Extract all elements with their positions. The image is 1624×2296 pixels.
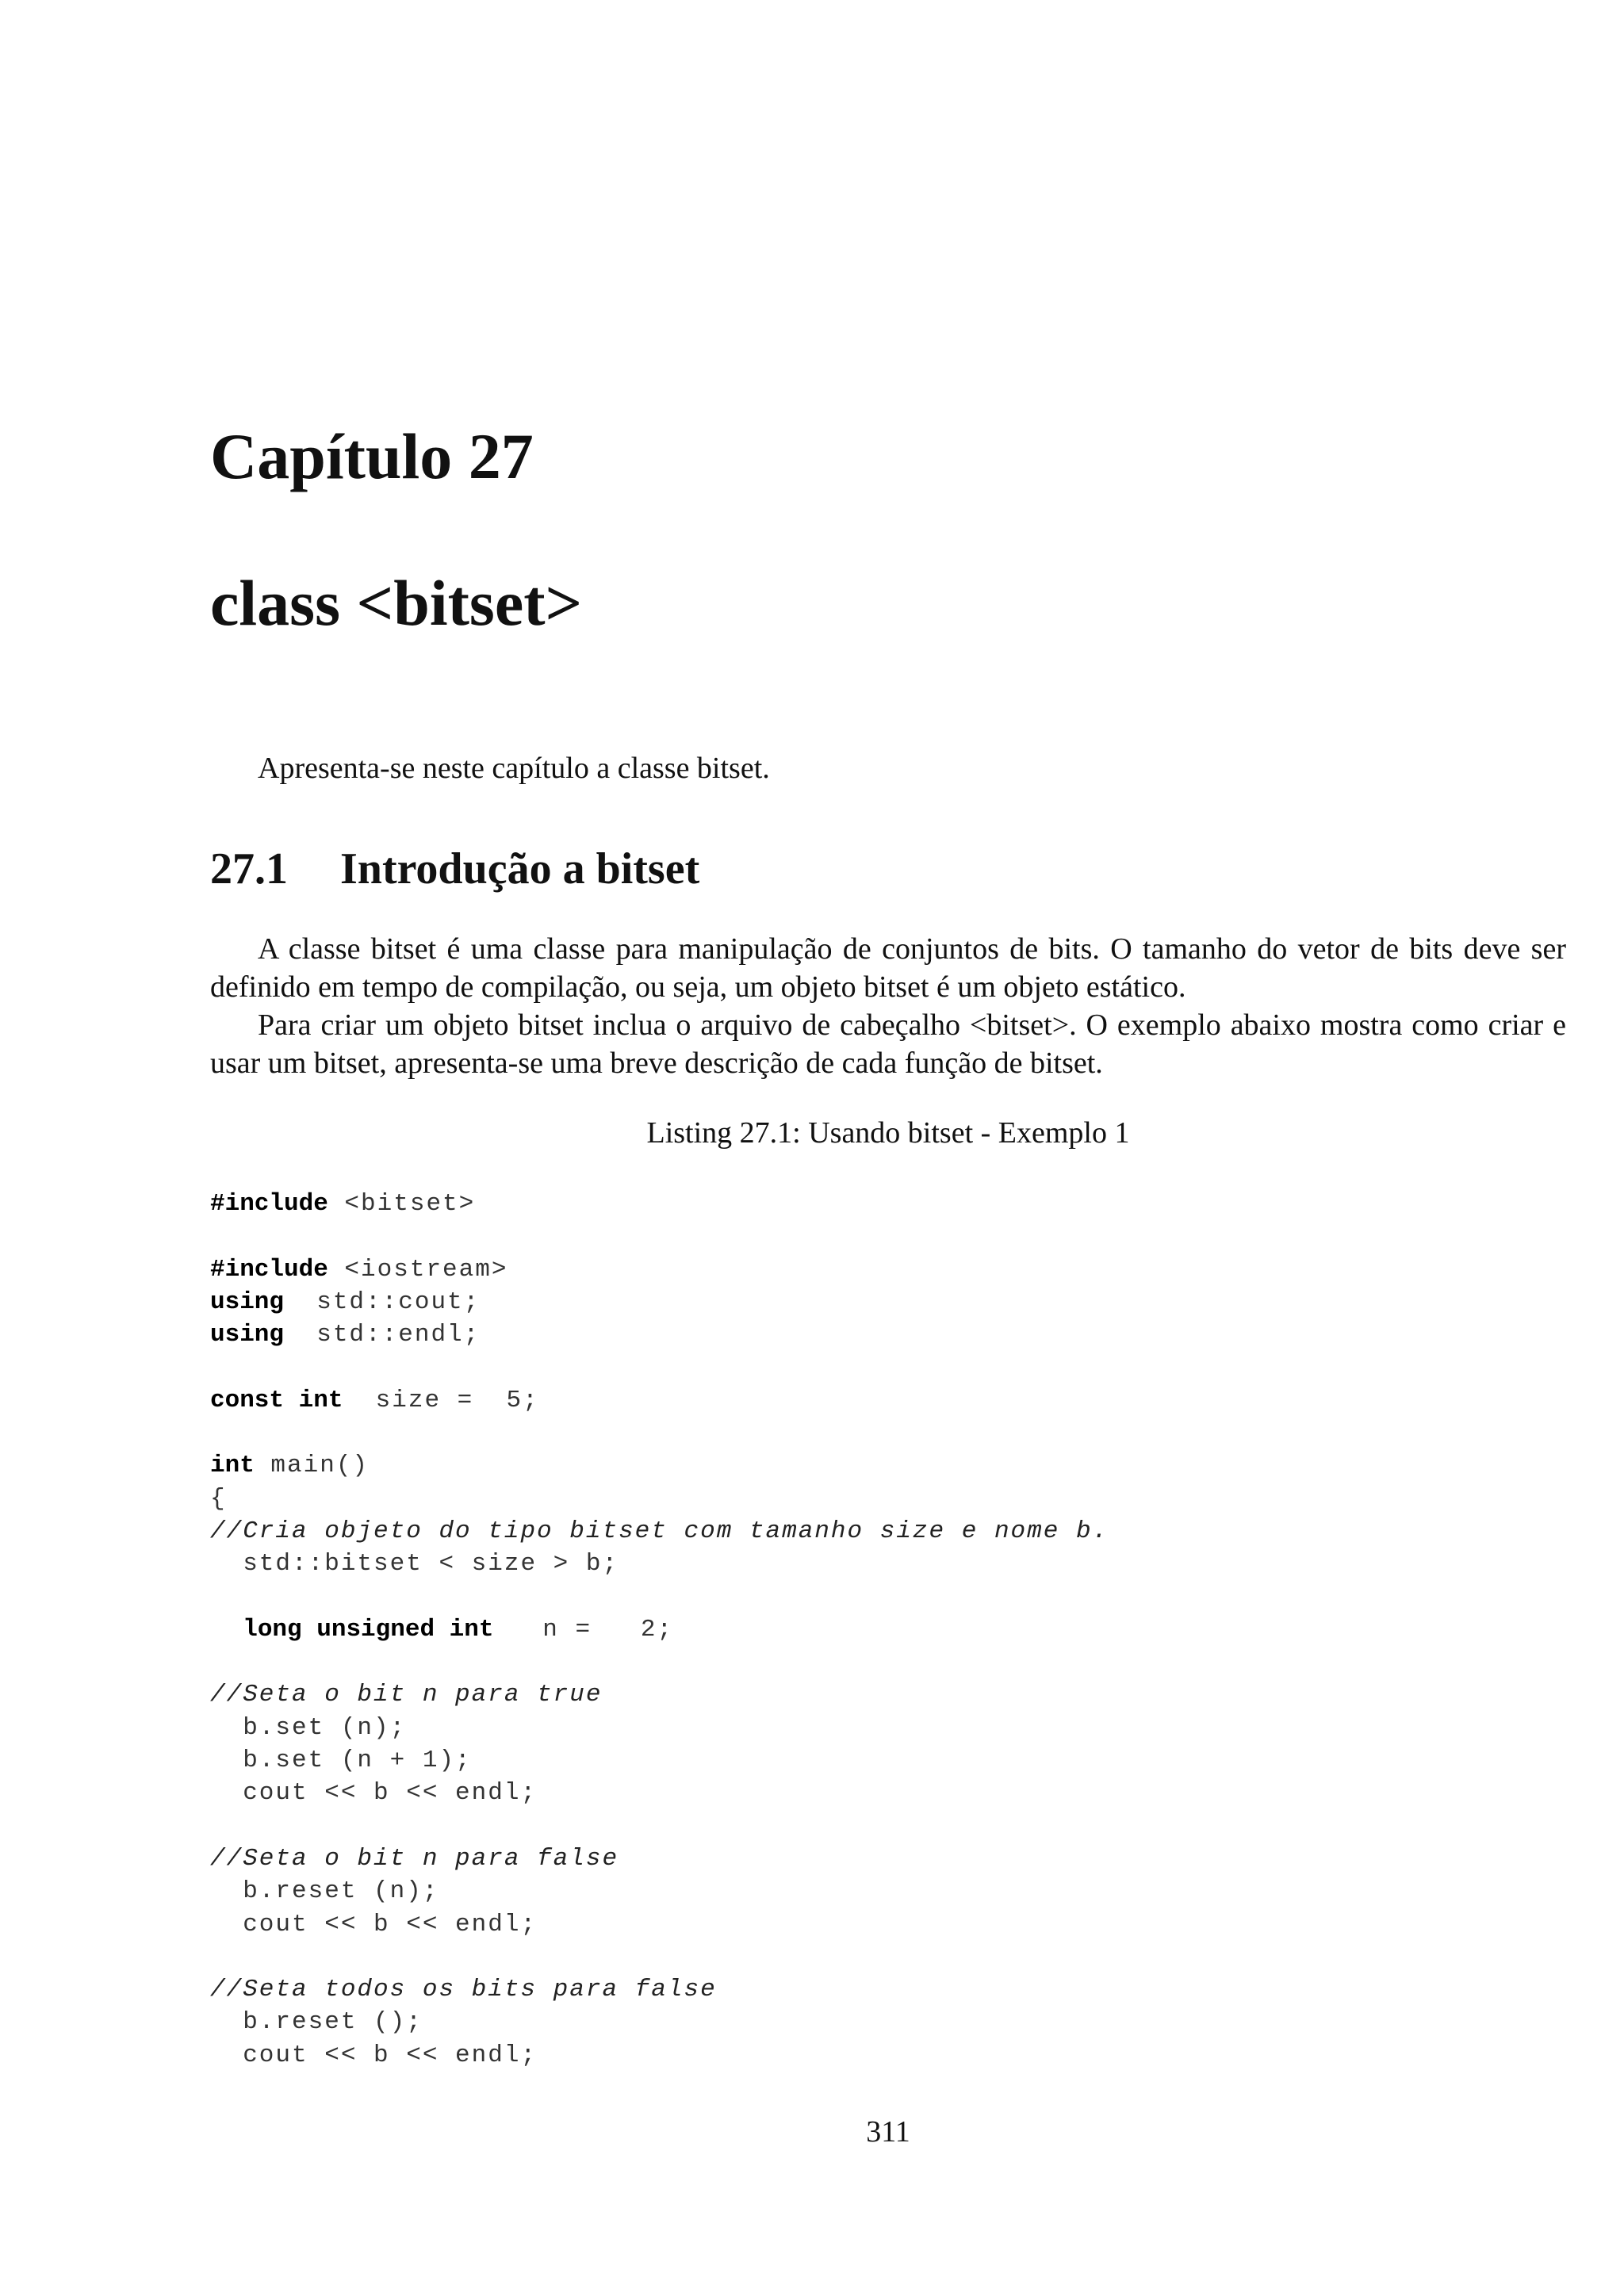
code-comment: //Seta o bit n para true	[210, 1681, 603, 1709]
code-line	[210, 1384, 1109, 1417]
code-line	[210, 1483, 1109, 1515]
code-line	[210, 1875, 1109, 1908]
code-blank-line	[210, 1581, 1109, 1613]
chapter-label: Capítulo 27	[210, 420, 534, 492]
code-keyword: const int	[210, 1386, 343, 1414]
code-listing	[210, 1188, 1109, 2072]
section-number: 27.1	[210, 844, 288, 894]
code-text: cout << b << endl;	[210, 1779, 538, 1808]
paragraph-1	[210, 930, 1566, 1006]
code-line	[210, 1515, 1109, 1548]
paragraph-2	[210, 1006, 1566, 1082]
code-keyword: #include	[210, 1255, 328, 1284]
code-line	[210, 2006, 1109, 2038]
code-keyword: using	[210, 1288, 285, 1316]
code-text: b.set (n + 1);	[210, 1747, 472, 1775]
code-text: b.reset (n);	[210, 1877, 439, 1906]
code-line	[210, 1777, 1109, 1809]
code-text: cout << b << endl;	[210, 1910, 538, 1938]
code-blank-line	[210, 1810, 1109, 1843]
code-text: size = 5;	[343, 1386, 539, 1414]
code-comment: //Seta todos os bits para false	[210, 1976, 717, 2004]
code-line	[210, 1744, 1109, 1777]
code-text: cout << b << endl;	[210, 2041, 538, 2069]
listing-caption: Listing 27.1: Usando bitset - Exemplo 1	[646, 1116, 1130, 1150]
code-line	[210, 1318, 1109, 1351]
chapter-title: class <bitset>	[210, 567, 583, 639]
code-keyword: #include	[210, 1190, 328, 1218]
code-text: std::bitset < size > b;	[210, 1550, 619, 1578]
paragraph-text: Para criar um objeto bitset inclua o arquivo de cabeçalho <bitset>. O exemplo abaixo mostra como criar e usar um bitset, apresenta-se uma breve descrição de cada função de bitset.	[210, 1008, 1566, 1080]
code-text: n = 2;	[493, 1615, 674, 1644]
code-line	[210, 1908, 1109, 1941]
code-text: main()	[254, 1452, 370, 1480]
code-text: {	[210, 1484, 227, 1513]
code-text: b.reset ();	[210, 2008, 423, 2037]
code-text: std::endl;	[284, 1321, 481, 1349]
code-keyword: long unsigned int	[243, 1615, 494, 1644]
code-line	[210, 2039, 1109, 2072]
code-blank-line	[210, 1941, 1109, 1973]
chapter-intro: Apresenta-se neste capítulo a classe bitset.	[258, 752, 770, 785]
code-text: <bitset>	[327, 1190, 476, 1218]
page-number: 311	[866, 2115, 910, 2149]
code-comment: //Cria objeto do tipo bitset com tamanho size e nome b.	[210, 1517, 1109, 1545]
code-blank-line	[210, 1646, 1109, 1678]
code-line	[210, 1613, 1109, 1646]
code-text: <iostream>	[327, 1255, 508, 1284]
code-line	[210, 1973, 1109, 2006]
code-line	[210, 1678, 1109, 1711]
code-text: std::cout;	[284, 1288, 481, 1316]
code-text: b.set (n);	[210, 1713, 407, 1742]
code-line	[210, 1548, 1109, 1580]
code-comment: //Seta o bit n para false	[210, 1844, 619, 1873]
code-blank-line	[210, 1351, 1109, 1383]
paragraph-text: A classe bitset é uma classe para manipulação de conjuntos de bits. O tamanho do vetor de bits deve ser definido em tempo de compilação, ou seja, um objeto bitset é um objeto estático.	[210, 932, 1566, 1004]
code-keyword: int	[210, 1452, 255, 1480]
code-line	[210, 1286, 1109, 1318]
code-line	[210, 1188, 1109, 1220]
section-heading	[210, 844, 700, 894]
code-blank-line	[210, 1220, 1109, 1253]
code-line	[210, 1843, 1109, 1875]
code-keyword: using	[210, 1321, 285, 1349]
section-title: Introdução a bitset	[340, 844, 700, 894]
code-blank-line	[210, 1417, 1109, 1449]
code-line	[210, 1712, 1109, 1744]
code-line	[210, 1253, 1109, 1286]
code-line	[210, 1449, 1109, 1482]
